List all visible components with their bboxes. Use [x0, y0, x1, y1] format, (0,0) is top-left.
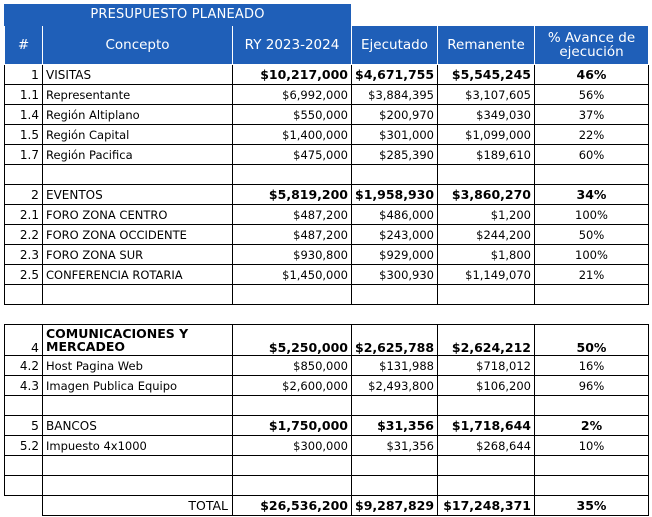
cell-concepto: Región Altiplano: [43, 105, 233, 125]
section-row-visitas: [5, 65, 649, 85]
cell-avance: 37%: [535, 105, 649, 125]
cell-avance: 60%: [535, 145, 649, 165]
table-row: [5, 265, 649, 285]
cell-ejecutado: $2,625,788: [352, 325, 438, 356]
cell-remanente: $349,030: [438, 105, 535, 125]
cell-ry: $300,000: [233, 436, 352, 456]
cell-remanente: $1,149,070: [438, 265, 535, 285]
cell-remanente: $5,545,245: [438, 65, 535, 85]
cell-remanente: $3,107,605: [438, 85, 535, 105]
cell-remanente: $268,644: [438, 436, 535, 456]
cell-remanente: $1,800: [438, 245, 535, 265]
cell-avance: 46%: [535, 65, 649, 85]
cell-idx: 1: [5, 65, 43, 85]
empty-row: [5, 456, 649, 476]
cell-concepto: FORO ZONA OCCIDENTE: [43, 225, 233, 245]
header-concepto: Concepto: [43, 26, 233, 65]
cell-avance: 50%: [535, 325, 649, 356]
cell-concepto: Región Pacifica: [43, 145, 233, 165]
cell-idx: 2.1: [5, 205, 43, 225]
cell-ry: $2,600,000: [233, 376, 352, 396]
cell-ry: $550,000: [233, 105, 352, 125]
cell-concepto: Imagen Publica Equipo: [43, 376, 233, 396]
cell-remanente: $1,099,000: [438, 125, 535, 145]
cell-avance: 50%: [535, 225, 649, 245]
total-ry: $26,536,200: [233, 496, 352, 516]
cell-ry: $1,450,000: [233, 265, 352, 285]
budget-table: [4, 26, 649, 516]
cell-ejecutado: $1,958,930: [352, 185, 438, 205]
empty-row: [5, 396, 649, 416]
cell-avance: 21%: [535, 265, 649, 285]
cell-ry: $487,200: [233, 205, 352, 225]
header-ejecutado: Ejecutado: [352, 26, 438, 65]
cell-ry: $5,819,200: [233, 185, 352, 205]
total-row: [5, 496, 649, 516]
cell-concepto: BANCOS: [43, 416, 233, 436]
cell-ejecutado: $929,000: [352, 245, 438, 265]
cell-avance: 16%: [535, 356, 649, 376]
cell-idx: 2.3: [5, 245, 43, 265]
cell-ry: $475,000: [233, 145, 352, 165]
cell-remanente: $106,200: [438, 376, 535, 396]
cell-ry: $1,400,000: [233, 125, 352, 145]
cell-ejecutado: $4,671,755: [352, 65, 438, 85]
cell-idx: 2: [5, 185, 43, 205]
cell-idx: 4.3: [5, 376, 43, 396]
cell-ejecutado: $2,493,800: [352, 376, 438, 396]
cell-idx: 2.2: [5, 225, 43, 245]
empty-row: [5, 165, 649, 185]
section-row-comunicaciones: [5, 325, 649, 356]
cell-avance: 34%: [535, 185, 649, 205]
cell-remanente: $189,610: [438, 145, 535, 165]
empty-row: [5, 285, 649, 305]
cell-idx: 1.4: [5, 105, 43, 125]
table-row: [5, 125, 649, 145]
cell-ejecutado: $131,988: [352, 356, 438, 376]
empty-row: [5, 476, 649, 496]
cell-concepto: EVENTOS: [43, 185, 233, 205]
section-row-bancos: [5, 416, 649, 436]
cell-idx: 4: [5, 325, 43, 356]
cell-avance: 100%: [535, 245, 649, 265]
cell-ry: $930,800: [233, 245, 352, 265]
cell-ejecutado: $243,000: [352, 225, 438, 245]
total-avance: 35%: [535, 496, 649, 516]
cell-concepto: FORO ZONA CENTRO: [43, 205, 233, 225]
cell-avance: 10%: [535, 436, 649, 456]
cell-remanente: $1,200: [438, 205, 535, 225]
table-row: [5, 145, 649, 165]
cell-ejecutado: $31,356: [352, 416, 438, 436]
total-ejecutado: $9,287,829: [352, 496, 438, 516]
total-remanente: $17,248,371: [438, 496, 535, 516]
cell-avance: 100%: [535, 205, 649, 225]
cell-idx: 1.7: [5, 145, 43, 165]
cell-concepto: FORO ZONA SUR: [43, 245, 233, 265]
table-row: [5, 436, 649, 456]
table-row: [5, 85, 649, 105]
cell-ry: $1,750,000: [233, 416, 352, 436]
cell-ejecutado: $301,000: [352, 125, 438, 145]
table-row: [5, 245, 649, 265]
cell-remanente: $3,860,270: [438, 185, 535, 205]
cell-remanente: $244,200: [438, 225, 535, 245]
cell-ejecutado: $285,390: [352, 145, 438, 165]
gap-row: [5, 305, 649, 325]
cell-idx: 2.5: [5, 265, 43, 285]
cell-remanente: $1,718,644: [438, 416, 535, 436]
cell-idx: 5: [5, 416, 43, 436]
table-row: [5, 205, 649, 225]
cell-ry: $487,200: [233, 225, 352, 245]
header-remanente: Remanente: [438, 26, 535, 65]
cell-ry: $850,000: [233, 356, 352, 376]
sheet-title: PRESUPUESTO PLANEADO: [4, 4, 351, 26]
cell-ry: $5,250,000: [233, 325, 352, 356]
table-row: [5, 105, 649, 125]
cell-avance: 2%: [535, 416, 649, 436]
cell-idx: 4.2: [5, 356, 43, 376]
cell-remanente: $2,624,212: [438, 325, 535, 356]
cell-avance: 96%: [535, 376, 649, 396]
cell-ejecutado: $200,970: [352, 105, 438, 125]
cell-concepto: Representante: [43, 85, 233, 105]
table-row: [5, 225, 649, 245]
cell-ry: $6,992,000: [233, 85, 352, 105]
cell-concepto: CONFERENCIA ROTARIA: [43, 265, 233, 285]
cell-ejecutado: $3,884,395: [352, 85, 438, 105]
section-row-eventos: [5, 185, 649, 205]
cell-idx: 5.2: [5, 436, 43, 456]
cell-concepto: Región Capital: [43, 125, 233, 145]
cell-concepto: COMUNICACIONES Y MERCADEO: [43, 325, 233, 356]
cell-idx: 1.1: [5, 85, 43, 105]
total-label: TOTAL: [43, 496, 233, 516]
cell-avance: 56%: [535, 85, 649, 105]
header-row: [5, 26, 649, 65]
cell-concepto: VISITAS: [43, 65, 233, 85]
header-num: #: [5, 26, 43, 65]
cell-avance: 22%: [535, 125, 649, 145]
table-row: [5, 356, 649, 376]
cell-ejecutado: $31,356: [352, 436, 438, 456]
cell-ejecutado: $300,930: [352, 265, 438, 285]
cell-idx: 1.5: [5, 125, 43, 145]
table-row: [5, 376, 649, 396]
cell-concepto: Host Pagina Web: [43, 356, 233, 376]
header-avance: % Avance de ejecución: [535, 26, 649, 65]
cell-concepto: Impuesto 4x1000: [43, 436, 233, 456]
cell-remanente: $718,012: [438, 356, 535, 376]
cell-ejecutado: $486,000: [352, 205, 438, 225]
header-ry: RY 2023-2024: [233, 26, 352, 65]
cell-ry: $10,217,000: [233, 65, 352, 85]
